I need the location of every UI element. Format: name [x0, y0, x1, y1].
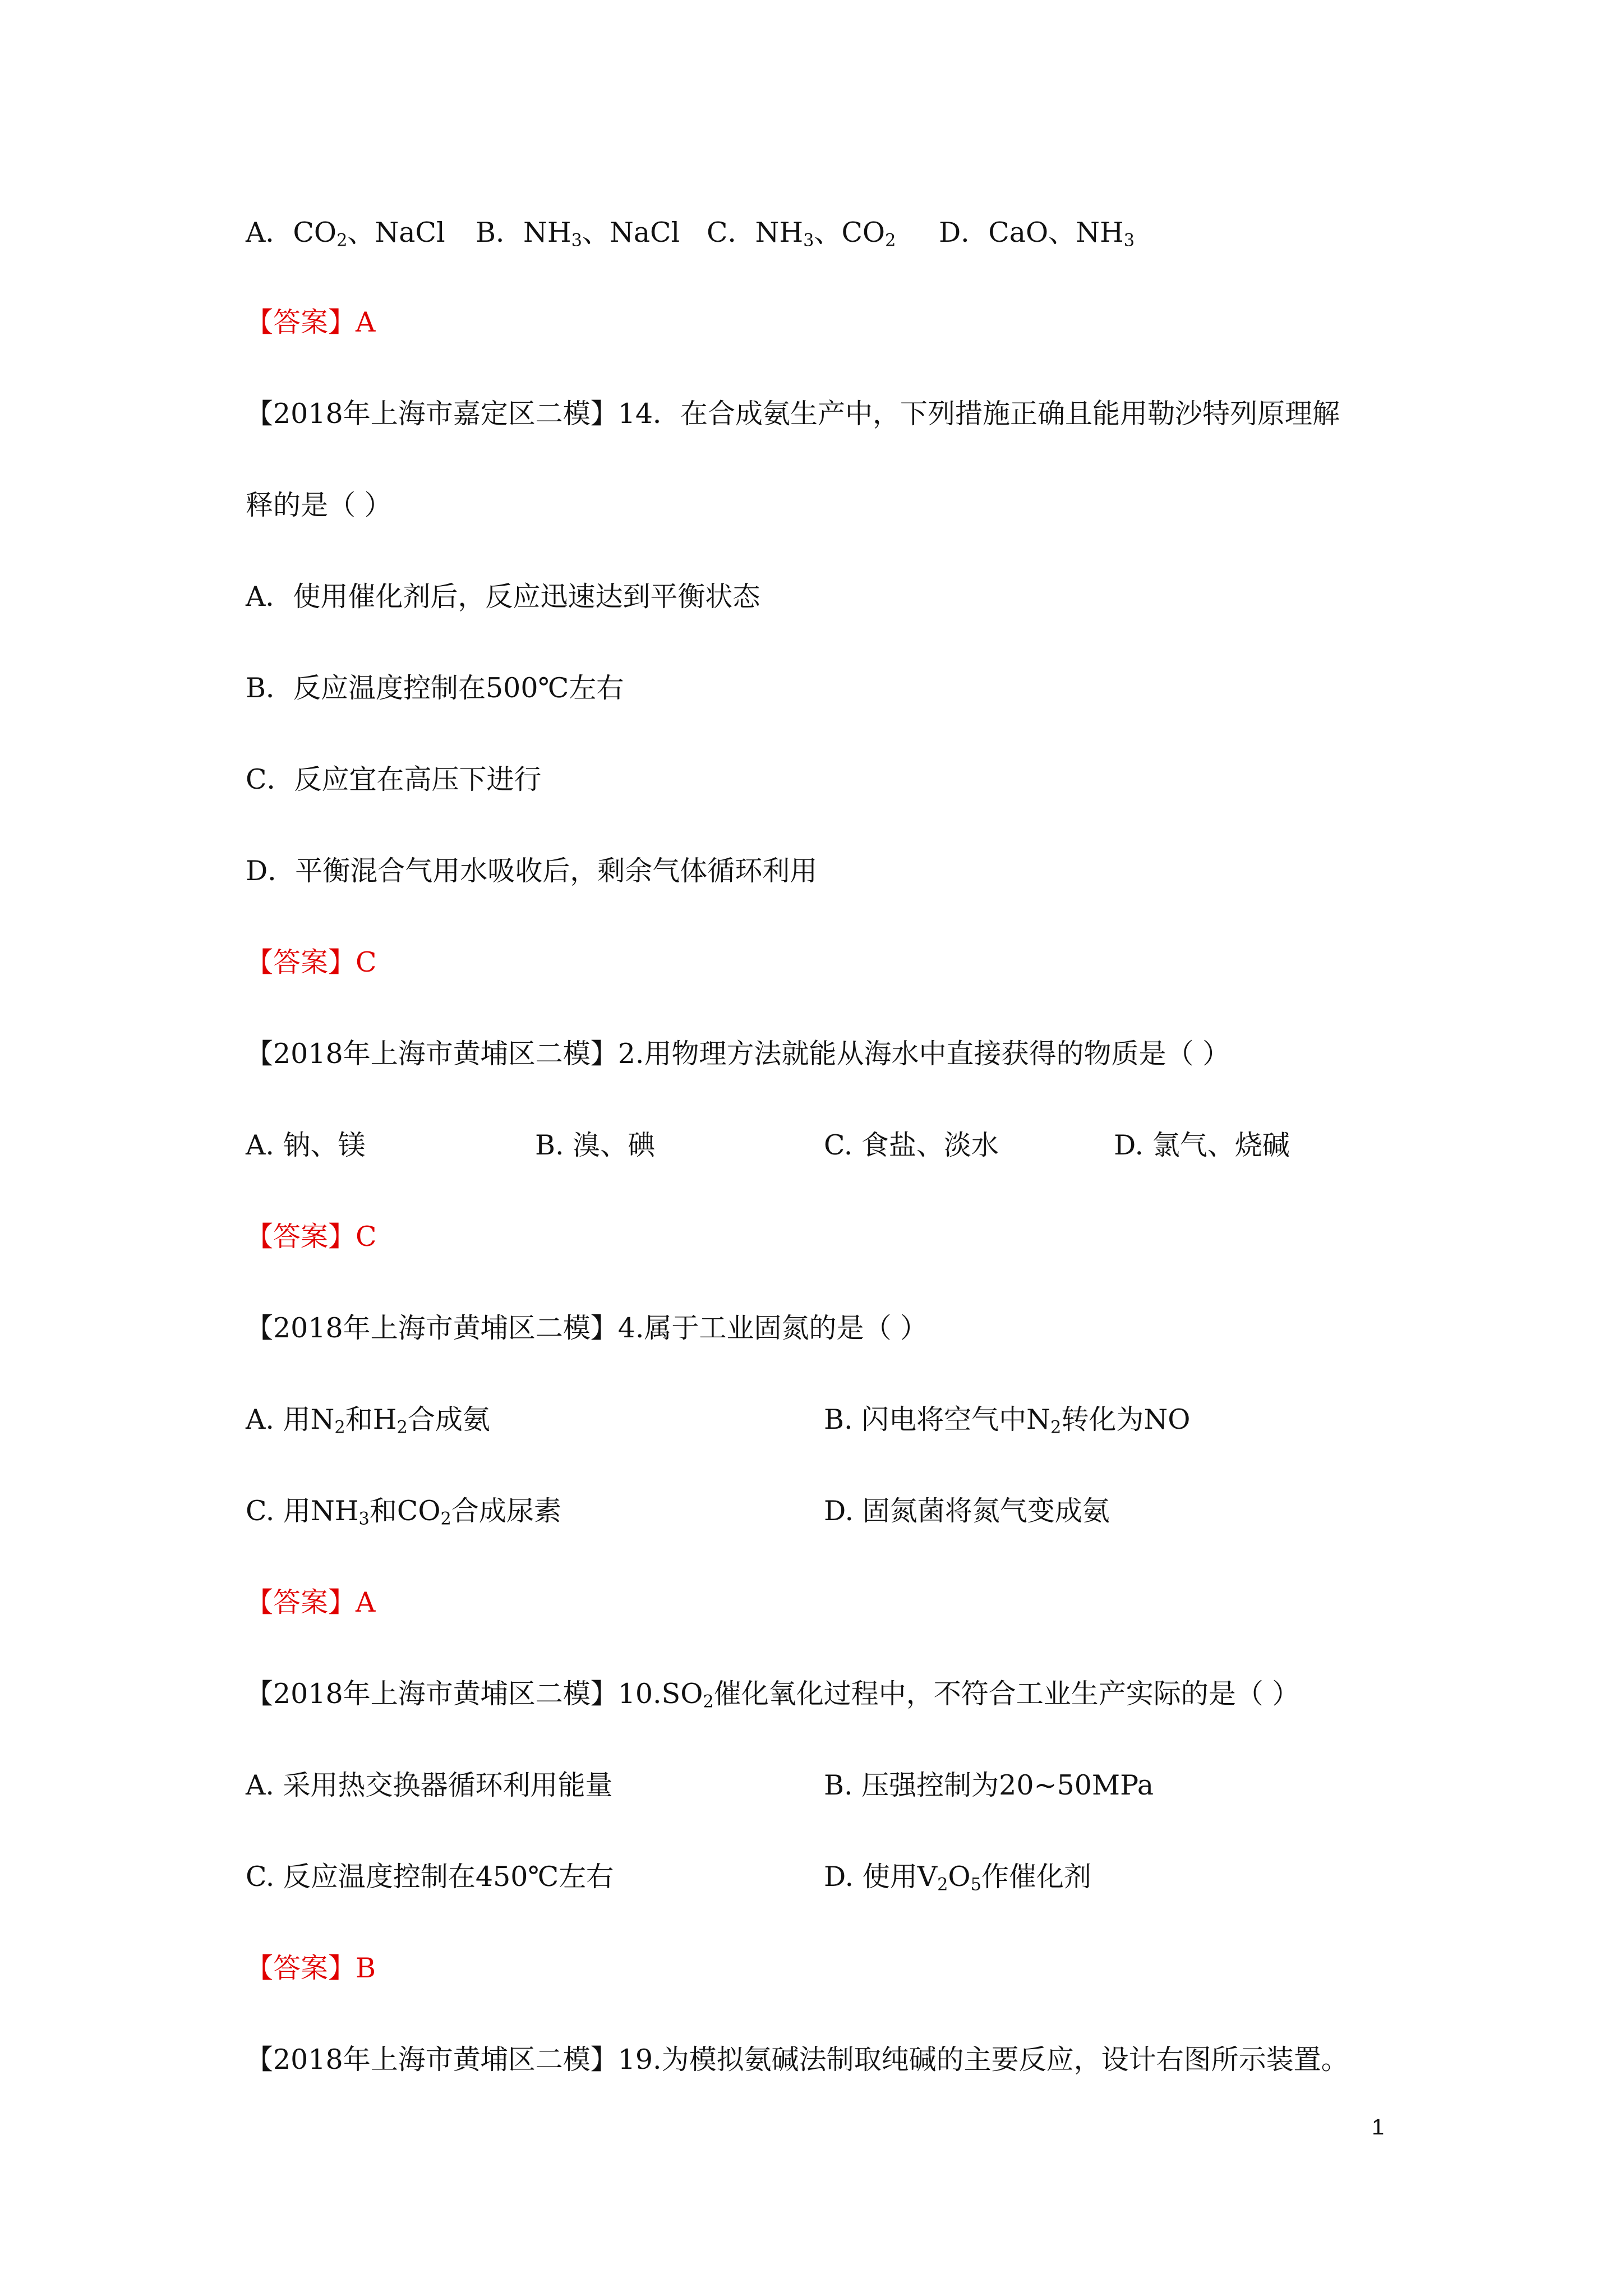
- q14-answer: 【答案】C: [246, 946, 377, 978]
- q10-options-row2: [246, 1852, 1423, 1902]
- q4-options-row2: [246, 1486, 1423, 1536]
- q10-option-d: D. 使用$V_2O_5$作催化剂: [824, 1861, 1091, 1895]
- q4-answer: 【答案】A: [246, 1586, 376, 1618]
- q2-option-b: B. 溴、碘: [535, 1129, 656, 1161]
- q4-option-b: B. 闪电将空气中$N_2$转化为NO: [824, 1404, 1191, 1438]
- q14-option-c: C．反应宜在高压下进行: [246, 763, 542, 795]
- q4-options-row1: [246, 1395, 1423, 1445]
- q13-option-c: C．$NH_3$、$CO_2$: [707, 217, 896, 251]
- q13-options-row: [246, 208, 1423, 258]
- q13-answer: 【答案】A: [246, 306, 376, 338]
- q4-option-d: D. 固氮菌将氮气变成氨: [824, 1495, 1110, 1527]
- q4-stem: 【2018年上海市黄埔区二模】4.属于工业固氮的是（ ）: [246, 1312, 928, 1344]
- page-number: 1: [1372, 2115, 1385, 2139]
- q14-stem-line2: 释的是（ ）: [246, 489, 392, 521]
- q10-option-b: B. 压强控制为20~50MPa: [824, 1769, 1154, 1801]
- q2-option-c: C. 食盐、淡水: [824, 1129, 999, 1161]
- q4-option-a: A. 用$N_2$和$H_2$合成氨: [246, 1404, 490, 1438]
- q2-stem: 【2018年上海市黄埔区二模】2.用物理方法就能从海水中直接获得的物质是（ ）: [246, 1038, 1230, 1070]
- q14-option-a: A．使用催化剂后，反应迅速达到平衡状态: [246, 581, 760, 613]
- q2-answer: 【答案】C: [246, 1221, 377, 1253]
- q2-option-a: A. 钠、镁: [246, 1129, 366, 1161]
- q19-stem: 【2018年上海市黄埔区二模】19.为模拟氨碱法制取纯碱的主要反应，设计右图所示装置。: [246, 2044, 1349, 2076]
- q10-stem: 【2018年上海市黄埔区二模】$10.SO_2$催化氧化过程中，不符合工业生产实际的是（ ）: [246, 1678, 1300, 1712]
- q10-options-row1: [246, 1760, 1423, 1811]
- q2-options-row: [246, 1120, 1423, 1171]
- q13-option-b: B．$NH_3$、NaCl: [476, 217, 680, 251]
- q14-option-b: B．反应温度控制在500℃左右: [246, 672, 624, 704]
- q4-option-c: C. 用$NH_3$和$CO_2$合成尿素: [246, 1495, 561, 1529]
- q13-option-d: D．CaO、$NH_3$: [939, 217, 1135, 251]
- q2-option-d: D. 氯气、烧碱: [1114, 1129, 1290, 1161]
- q13-option-a: A．$CO_2$、NaCl: [246, 217, 445, 251]
- q10-answer: 【答案】B: [246, 1952, 376, 1984]
- q10-option-a: A. 采用热交换器循环利用能量: [246, 1769, 613, 1801]
- q14-option-d: D．平衡混合气用水吸收后，剩余气体循环利用: [246, 855, 818, 887]
- q14-stem-line1: 【2018年上海市嘉定区二模】14．在合成氨生产中，下列措施正确且能用勒沙特列原理解: [246, 398, 1340, 430]
- q10-option-c: C. 反应温度控制在450℃左右: [246, 1861, 614, 1893]
